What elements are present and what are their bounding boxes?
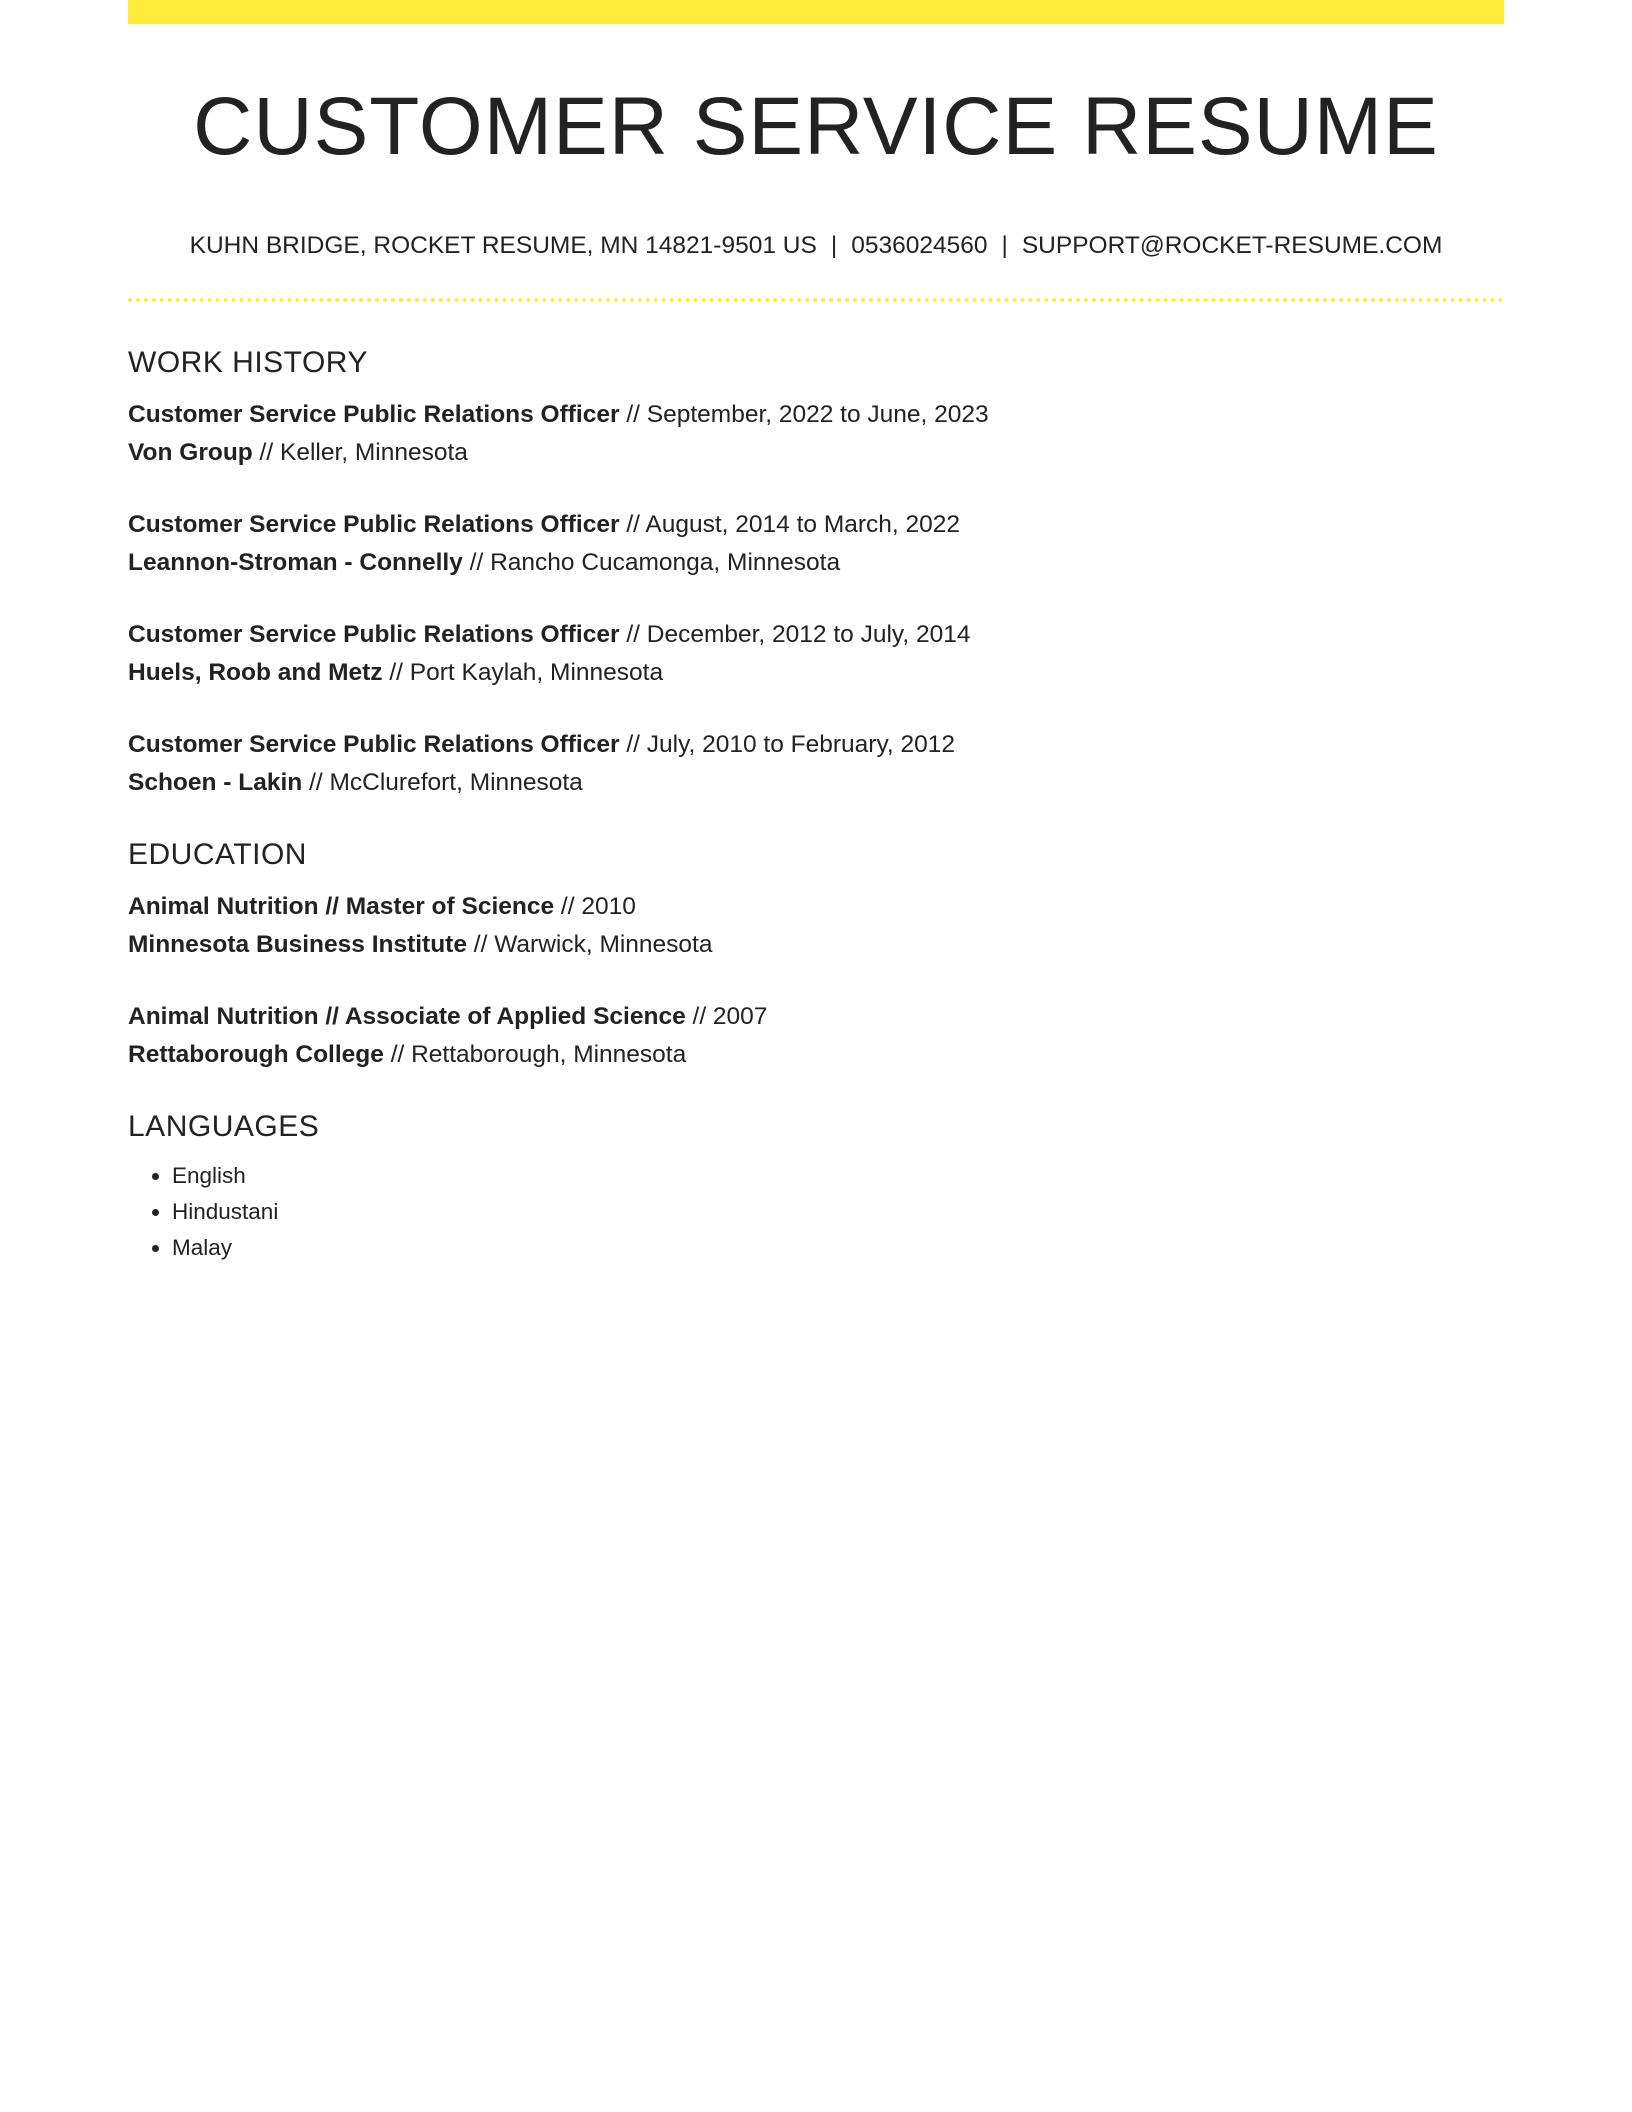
language-item: • Hindustani bbox=[172, 1194, 1504, 1230]
contact-phone: 0536024560 bbox=[851, 232, 988, 260]
work-history-list bbox=[128, 396, 1504, 802]
job-dates: // September, 2022 to June, 2023 bbox=[619, 401, 989, 429]
company-location: // McClurefort, Minnesota bbox=[302, 769, 583, 797]
resume-page bbox=[128, 0, 1504, 1266]
work-history-heading: WORK HISTORY bbox=[128, 346, 368, 380]
education-list bbox=[128, 888, 1504, 1074]
company-name: Leannon-Stroman - Connelly bbox=[128, 549, 463, 577]
work-entry bbox=[128, 506, 1504, 582]
degree-year: // 2010 bbox=[554, 893, 636, 921]
contact-separator: | bbox=[830, 232, 838, 260]
education-entry bbox=[128, 998, 1504, 1074]
job-title: Customer Service Public Relations Officer bbox=[128, 401, 620, 429]
work-entry bbox=[128, 726, 1504, 802]
languages-list bbox=[128, 1158, 1504, 1266]
resume-title: CUSTOMER SERVICE RESUME bbox=[193, 81, 1439, 172]
contact-line bbox=[128, 232, 1504, 260]
contact-separator: | bbox=[1001, 232, 1008, 260]
degree-name: Animal Nutrition // Master of Science bbox=[128, 893, 555, 921]
contact-email[interactable]: SUPPORT@ROCKET-RESUME.COM bbox=[1021, 232, 1443, 260]
school-location: // Rettaborough, Minnesota bbox=[383, 1041, 687, 1069]
job-dates: // August, 2014 to March, 2022 bbox=[619, 511, 961, 539]
degree-year: // 2007 bbox=[685, 1003, 768, 1031]
job-title: Customer Service Public Relations Officer bbox=[128, 731, 620, 759]
language-item: • English bbox=[172, 1158, 1504, 1194]
education-entry bbox=[128, 888, 1504, 964]
degree-name: Animal Nutrition // Associate of Applied Science bbox=[128, 1003, 686, 1031]
job-title: Customer Service Public Relations Officer bbox=[128, 621, 620, 649]
company-location: // Port Kaylah, Minnesota bbox=[382, 659, 664, 687]
company-name: Schoen - Lakin bbox=[128, 769, 303, 797]
company-name: Huels, Roob and Metz bbox=[128, 659, 383, 687]
languages-heading: LANGUAGES bbox=[128, 1110, 320, 1144]
school-location: // Warwick, Minnesota bbox=[466, 931, 713, 959]
job-title: Customer Service Public Relations Officer bbox=[128, 511, 620, 539]
company-location: // Keller, Minnesota bbox=[252, 439, 468, 467]
top-accent-bar bbox=[128, 0, 1504, 24]
work-entry bbox=[128, 616, 1504, 692]
job-dates: // July, 2010 to February, 2012 bbox=[619, 731, 956, 759]
school-name: Rettaborough College bbox=[128, 1041, 384, 1069]
company-location: // Rancho Cucamonga, Minnesota bbox=[462, 549, 841, 577]
company-name: Von Group bbox=[128, 439, 253, 467]
education-heading: EDUCATION bbox=[128, 838, 307, 872]
job-dates: // December, 2012 to July, 2014 bbox=[619, 621, 971, 649]
contact-address: KUHN BRIDGE, ROCKET RESUME, MN 14821-9501 US bbox=[189, 232, 817, 260]
work-entry bbox=[128, 396, 1504, 472]
dotted-divider bbox=[128, 298, 1504, 302]
language-item: • Malay bbox=[172, 1230, 1504, 1266]
school-name: Minnesota Business Institute bbox=[128, 931, 467, 959]
